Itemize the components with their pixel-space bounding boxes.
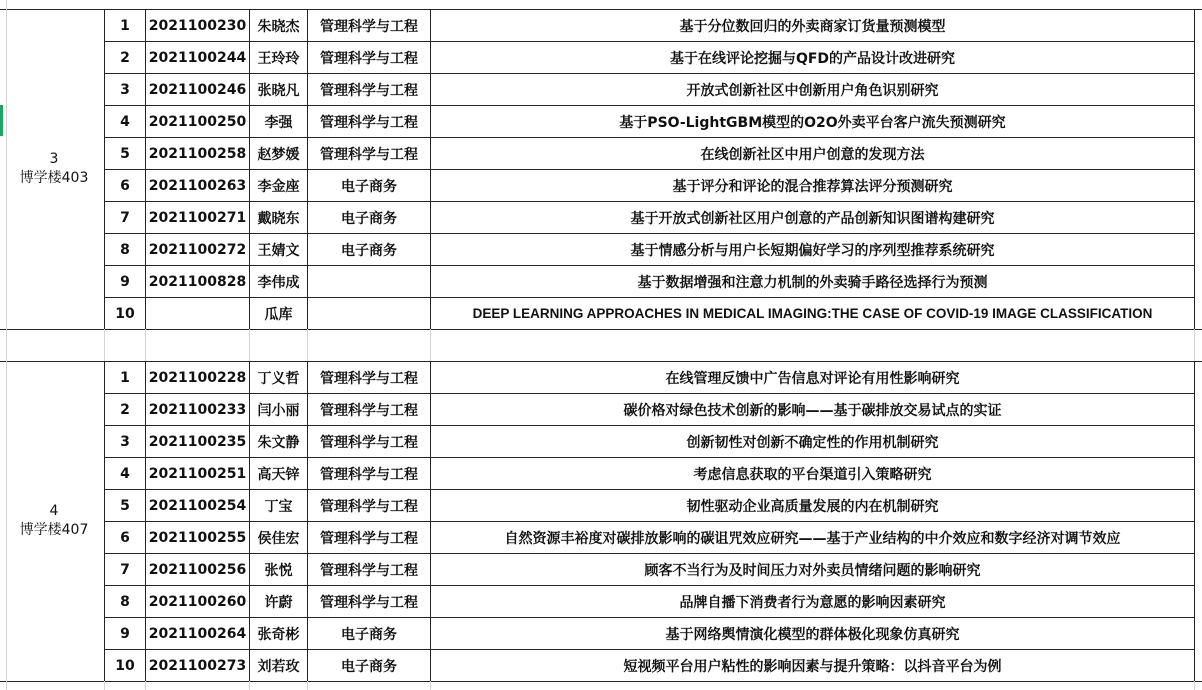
major-cell[interactable]: 管理科学与工程	[320, 498, 418, 515]
index-cell[interactable]: 9	[120, 625, 130, 642]
title-cell[interactable]: 基于数据增强和注意力机制的外卖骑手路径选择行为预测	[637, 274, 988, 291]
name-cell[interactable]: 王婧文	[257, 242, 300, 259]
major-cell[interactable]: 管理科学与工程	[320, 594, 418, 611]
name-cell[interactable]: 张悦	[264, 562, 293, 579]
index-cell[interactable]: 5	[120, 497, 130, 514]
name-cell[interactable]: 张晓凡	[257, 82, 300, 99]
title-cell[interactable]: 短视频平台用户粘性的影响因素与提升策略：以抖音平台为例	[623, 658, 1002, 675]
name-cell[interactable]: 戴晓东	[257, 210, 300, 227]
major-cell[interactable]: 电子商务	[341, 242, 397, 259]
group-room: 博学楼403	[19, 170, 89, 186]
title-cell[interactable]: 自然资源丰裕度对碳排放影响的碳诅咒效应研究——基于产业结构的中介效应和数字经济对调节效应	[504, 530, 1121, 547]
column-border	[430, 361, 431, 681]
name-cell[interactable]: 张奇彬	[257, 626, 300, 643]
name-cell[interactable]: 李强	[264, 114, 293, 131]
index-cell[interactable]: 10	[115, 657, 135, 674]
student-id-cell[interactable]: 2021100256	[148, 561, 247, 578]
column-border	[249, 361, 250, 681]
column-border	[104, 361, 105, 681]
index-cell[interactable]: 5	[120, 145, 130, 162]
index-cell[interactable]: 6	[120, 177, 130, 194]
major-cell[interactable]: 管理科学与工程	[320, 530, 418, 547]
column-border	[430, 9, 431, 329]
group-number: 4	[49, 503, 59, 519]
title-cell[interactable]: 基于分位数回归的外卖商家订货量预测模型	[679, 18, 946, 35]
title-cell[interactable]: 韧性驱动企业高质量发展的内在机制研究	[686, 498, 939, 515]
group-label[interactable]	[6, 502, 102, 540]
empty-row-gridline	[307, 329, 308, 361]
column-border	[307, 361, 308, 681]
index-cell[interactable]: 2	[120, 401, 130, 418]
index-cell[interactable]: 7	[120, 209, 130, 226]
major-cell[interactable]: 管理科学与工程	[320, 370, 418, 387]
group-border	[0, 329, 1202, 330]
name-cell[interactable]: 李金座	[257, 178, 300, 195]
empty-row-gridline	[145, 681, 146, 690]
title-cell[interactable]: 碳价格对绿色技术创新的影响——基于碳排放交易试点的实证	[623, 402, 1002, 419]
major-cell[interactable]: 管理科学与工程	[320, 434, 418, 451]
student-id-cell[interactable]: 2021100250	[148, 113, 247, 130]
index-cell[interactable]: 8	[120, 593, 130, 610]
student-id-cell[interactable]: 2021100264	[148, 625, 247, 642]
index-cell[interactable]: 2	[120, 49, 130, 66]
column-border	[249, 9, 250, 329]
empty-row-gridline	[1194, 329, 1195, 361]
title-cell[interactable]: 在线创新社区中用户创意的发现方法	[700, 146, 925, 163]
major-cell[interactable]: 管理科学与工程	[320, 562, 418, 579]
index-cell[interactable]: 9	[120, 273, 130, 290]
index-cell[interactable]: 4	[120, 113, 130, 130]
title-cell[interactable]: 创新韧性对创新不确定性的作用机制研究	[686, 434, 939, 451]
column-border	[1194, 361, 1195, 681]
empty-row-gridline	[307, 681, 308, 690]
title-cell[interactable]: 基于情感分析与用户长短期偏好学习的序列型推荐系统研究	[630, 242, 995, 259]
name-cell[interactable]: 王玲玲	[257, 50, 300, 67]
title-cell[interactable]: 品牌自播下消费者行为意愿的影响因素研究	[679, 594, 946, 611]
major-cell[interactable]: 管理科学与工程	[320, 466, 418, 483]
major-cell[interactable]	[308, 266, 430, 297]
student-id-cell[interactable]: 2021100246	[148, 81, 247, 98]
empty-row-gridline	[249, 329, 250, 361]
name-cell[interactable]: 刘若玫	[257, 658, 300, 675]
column-border	[1194, 9, 1195, 329]
major-cell[interactable]: 管理科学与工程	[320, 402, 418, 419]
column-border	[145, 9, 146, 329]
student-id-cell[interactable]: 2021100271	[148, 209, 247, 226]
major-cell[interactable]: 管理科学与工程	[320, 82, 418, 99]
group-room: 博学楼407	[19, 522, 89, 538]
student-id-cell[interactable]: 2021100273	[148, 657, 247, 674]
name-cell[interactable]: 丁义哲	[257, 370, 300, 387]
empty-row-gridline	[430, 681, 431, 690]
title-cell[interactable]: 基于开放式创新社区用户创意的产品创新知识图谱构建研究	[630, 210, 995, 227]
column-border	[145, 361, 146, 681]
student-id-cell[interactable]: 2021100258	[148, 145, 247, 162]
column-border	[104, 9, 105, 329]
name-cell[interactable]: 丁宝	[264, 498, 293, 515]
title-cell[interactable]: 基于在线评论挖掘与QFD的产品设计改进研究	[669, 50, 956, 67]
sheet-edge	[6, 0, 7, 690]
student-id-cell[interactable]: 2021100254	[148, 497, 247, 514]
name-cell[interactable]: 瓜库	[264, 306, 293, 323]
group-label[interactable]	[6, 150, 102, 188]
empty-row-gridline	[104, 681, 105, 690]
major-cell[interactable]: 电子商务	[341, 178, 397, 195]
empty-row-gridline	[104, 329, 105, 361]
name-cell[interactable]: 侯佳宏	[257, 530, 300, 547]
student-id-cell[interactable]: 2021100233	[148, 401, 247, 418]
student-id-cell[interactable]: 2021100255	[148, 529, 247, 546]
index-cell[interactable]: 7	[120, 561, 130, 578]
index-cell[interactable]: 3	[120, 81, 130, 98]
name-cell[interactable]: 赵梦媛	[257, 146, 300, 163]
student-id-cell[interactable]: 2021100272	[148, 241, 247, 258]
index-cell[interactable]: 1	[120, 17, 130, 34]
major-cell[interactable]: 管理科学与工程	[320, 146, 418, 163]
major-cell[interactable]: 电子商务	[341, 658, 397, 675]
group-border	[0, 681, 1202, 682]
student-id-cell[interactable]: 2021100244	[148, 49, 247, 66]
index-cell[interactable]: 4	[120, 465, 130, 482]
student-id-cell[interactable]: 2021100230	[148, 17, 247, 34]
title-cell[interactable]: 在线管理反馈中广告信息对评论有用性影响研究	[665, 370, 960, 387]
index-cell[interactable]: 10	[115, 305, 135, 322]
index-cell[interactable]: 6	[120, 529, 130, 546]
major-cell[interactable]: 管理科学与工程	[320, 50, 418, 67]
name-cell[interactable]: 朱晓杰	[257, 18, 300, 35]
title-cell[interactable]: 考虑信息获取的平台渠道引入策略研究	[693, 466, 932, 483]
title-cell[interactable]: DEEP LEARNING APPROACHES IN MEDICAL IMAGING:THE CASE OF COVID-19 IMAGE CLASSIFICATION	[472, 306, 1153, 321]
empty-row-gridline	[249, 681, 250, 690]
student-id-cell[interactable]: 2021100263	[148, 177, 247, 194]
major-cell[interactable]: 电子商务	[341, 626, 397, 643]
name-cell[interactable]: 闫小丽	[257, 402, 300, 419]
empty-row-gridline	[145, 329, 146, 361]
student-id-cell[interactable]: 2021100260	[148, 593, 247, 610]
major-cell[interactable]: 管理科学与工程	[320, 114, 418, 131]
name-cell[interactable]: 许蔚	[264, 594, 293, 611]
title-cell[interactable]: 开放式创新社区中创新用户角色识别研究	[686, 82, 939, 99]
major-cell[interactable]: 管理科学与工程	[320, 18, 418, 35]
student-id-cell[interactable]	[146, 298, 249, 329]
empty-row-gridline	[430, 329, 431, 361]
index-cell[interactable]: 8	[120, 241, 130, 258]
student-id-cell[interactable]: 2021100228	[148, 369, 247, 386]
index-cell[interactable]: 3	[120, 433, 130, 450]
name-cell[interactable]: 李伟成	[257, 274, 300, 291]
title-cell[interactable]: 基于PSO-LightGBM模型的O2O外卖平台客户流失预测研究	[619, 114, 1006, 131]
student-id-cell[interactable]: 2021100251	[148, 465, 247, 482]
empty-row-gridline	[1194, 681, 1195, 690]
student-id-cell[interactable]: 2021100235	[148, 433, 247, 450]
major-cell[interactable]: 电子商务	[341, 210, 397, 227]
title-cell[interactable]: 基于评分和评论的混合推荐算法评分预测研究	[672, 178, 953, 195]
title-cell[interactable]: 基于网络舆情演化模型的群体极化现象仿真研究	[665, 626, 960, 643]
group-number: 3	[49, 151, 59, 167]
student-id-cell[interactable]: 2021100828	[148, 273, 247, 290]
major-cell[interactable]	[308, 298, 430, 329]
name-cell[interactable]: 朱文静	[257, 434, 300, 451]
index-cell[interactable]: 1	[120, 369, 130, 386]
title-cell[interactable]: 顾客不当行为及时间压力对外卖员情绪问题的影响研究	[644, 562, 981, 579]
column-border	[307, 9, 308, 329]
name-cell[interactable]: 高天锌	[257, 466, 300, 483]
